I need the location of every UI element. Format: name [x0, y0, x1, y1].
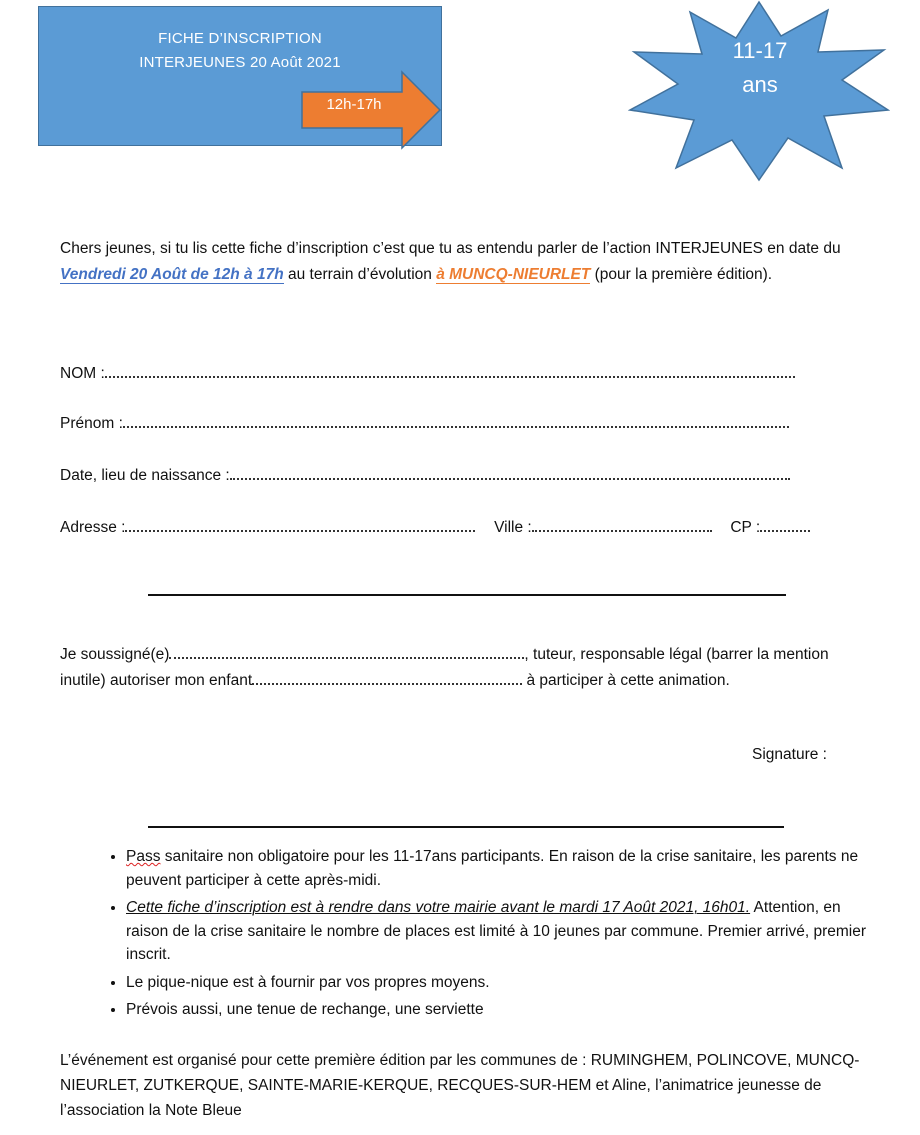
prenom-dotted-line[interactable]	[123, 412, 789, 428]
age-range-line2: ans	[742, 72, 778, 97]
naissance-field[interactable]	[60, 464, 790, 487]
adresse-label: Adresse :	[60, 519, 126, 536]
organizers-paragraph: L’événement est organisé pour cette première édition par les communes de : RUMINGHEM, POLINCOVE, MUNCQ-NIEURLET, ZUTKERQUE, SAINTE-MARIE-KERQUE, RECQUES-SUR-HEM et Aline, l’animatrice jeunesse de l’association la Note Bleue	[60, 1052, 860, 1119]
ville-label: Ville :	[494, 519, 532, 536]
note-item	[126, 845, 886, 892]
consent-paragraph	[60, 642, 850, 693]
prenom-field[interactable]	[60, 412, 789, 435]
event-place-highlight: à MUNCQ-NIEURLET	[436, 265, 591, 283]
guardian-name-dotted-line[interactable]	[169, 643, 524, 659]
naissance-label: Date, lieu de naissance :	[60, 467, 230, 484]
age-range	[700, 34, 820, 102]
consent-text-1: Je soussigné(e)	[60, 646, 170, 663]
note-item	[126, 896, 886, 967]
separator-line-1	[148, 594, 786, 596]
time-badge: 12h-17h	[326, 96, 382, 113]
notes-list	[84, 845, 886, 1026]
nom-label: NOM :	[60, 365, 105, 382]
intro-text-2: au terrain d’évolution	[283, 265, 437, 283]
intro-text-3: (pour la première édition).	[590, 265, 773, 283]
banner-title-line2: INTERJEUNES 20 Août 2021	[139, 54, 341, 71]
adresse-dotted-line[interactable]	[125, 516, 475, 532]
child-name-dotted-line[interactable]	[252, 669, 522, 685]
prenom-label: Prénom :	[60, 415, 123, 432]
intro-paragraph	[60, 236, 850, 287]
intro-text-1: Chers jeunes, si tu lis cette fiche d’inscription c’est que tu as entendu parler de l’action INTERJEUNES en date du	[60, 240, 841, 257]
nom-dotted-line[interactable]	[105, 362, 795, 378]
consent-text-2: , tuteur, responsable légal (barrer la mention inutile) autoriser mon enfant	[60, 646, 829, 689]
note-item	[126, 998, 886, 1022]
separator-line-2	[148, 826, 784, 828]
nom-field[interactable]	[60, 362, 795, 385]
note-1-text: sanitaire non obligatoire pour les 11-17ans participants. En raison de la crise sanitaire, les parents ne peuvent participer à cette après-midi.	[126, 848, 859, 889]
note-1-pass: Pass	[126, 848, 161, 865]
ville-dotted-line[interactable]	[532, 516, 712, 532]
adresse-row[interactable]	[60, 516, 810, 539]
naissance-dotted-line[interactable]	[230, 464, 790, 480]
note-item	[126, 971, 886, 995]
banner-title	[39, 27, 441, 75]
note-2-text: Attention, en raison de la crise sanitaire le nombre de places est limité à 10 jeunes par commune. Premier arrivé, premier inscrit.	[126, 899, 867, 963]
note-2-deadline: Cette fiche d’inscription est à rendre dans votre mairie avant le mardi 17 Août 2021, 16h01.	[126, 899, 751, 916]
cp-dotted-line[interactable]	[760, 516, 810, 532]
event-date-highlight: Vendredi 20 Août de 12h à 17h	[60, 265, 284, 283]
cp-label: CP :	[730, 519, 761, 536]
banner-title-line1: FICHE D’INSCRIPTION	[158, 30, 322, 47]
note-4-text: Prévois aussi, une tenue de rechange, une serviette	[126, 1001, 484, 1018]
note-3-text: Le pique-nique est à fournir par vos propres moyens.	[126, 973, 490, 991]
age-range-line1: 11-17	[732, 38, 788, 63]
signature-label: Signature :	[752, 746, 827, 763]
consent-text-3: à participer à cette animation.	[522, 671, 730, 689]
